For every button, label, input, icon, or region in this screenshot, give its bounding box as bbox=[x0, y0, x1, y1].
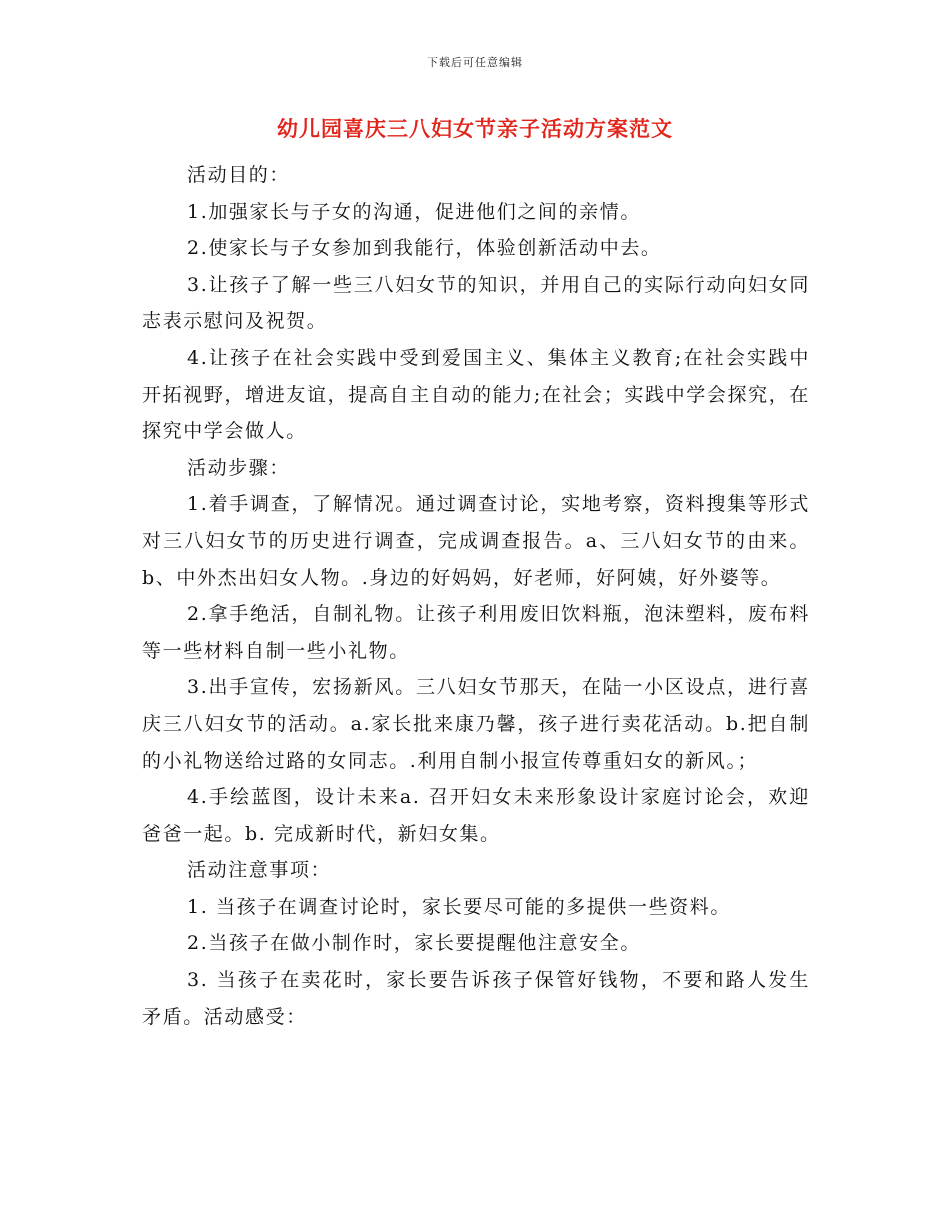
paragraph-purpose-4: 4.让孩子在社会实践中受到爱国主义、集体主义教育;在社会实践中开拓视野，增进友谊，提高自主自动的能力;在社会；实践中学会探究，在探究中学会做人。 bbox=[142, 346, 810, 443]
paragraph-notes-heading: 活动注意事项： bbox=[187, 859, 332, 882]
paragraph-note-2: 2.当孩子在做小制作时，家长要提醒他注意安全。 bbox=[187, 932, 641, 955]
paragraph-step-1: 1.着手调查，了解情况。通过调查讨论，实地考察，资料搜集等形式对三八妇女节的历史进行调查，完成调查报告。a、三八妇女节的由来。b、中外杰出妇女人物。.身边的好妈妈，好老师，好阿姨，好外婆等。 bbox=[142, 493, 810, 589]
paragraph-purpose-heading: 活动目的： bbox=[187, 164, 291, 186]
paragraph-note-1: 1. 当孩子在调查讨论时，家长要尽可能的多提供一些资料。 bbox=[187, 895, 731, 918]
paragraph-note-3: 3. 当孩子在卖花时，家长要告诉孩子保管好钱物，不要和路人发生矛盾。活动感受： bbox=[142, 969, 810, 1028]
paragraph-purpose-1: 1.加强家长与子女的沟通，促进他们之间的亲情。 bbox=[187, 200, 641, 223]
paragraph-step-3: 3.出手宣传，宏扬新风。三八妇女节那天，在陆一小区设点，进行喜庆三八妇女节的活动。a.家长批来康乃馨，孩子进行卖花活动。b.把自制的小礼物送给过路的女同志。.利用自制小报宣传尊重妇女的新风。； bbox=[142, 676, 810, 772]
document-title: 幼儿园喜庆三八妇女节亲子活动方案范文 bbox=[277, 116, 673, 141]
paragraph-step-4: 4.手绘蓝图，设计未来a. 召开妇女未来形象设计家庭讨论会，欢迎爸爸一起。b. 完成新时代，新妇女集。 bbox=[142, 786, 810, 845]
paragraph-step-2: 2.拿手绝活，自制礼物。让孩子利用废旧饮料瓶，泡沫塑料，废布料等一些材料自制一些小礼物。 bbox=[142, 603, 810, 662]
paragraph-purpose-2: 2.使家长与子女参加到我能行，体验创新活动中去。 bbox=[187, 237, 662, 260]
paragraph-steps-heading: 活动步骤： bbox=[187, 456, 291, 479]
paragraph-purpose-3: 3.让孩子了解一些三八妇女节的知识，并用自己的实际行动向妇女同志表示慰问及祝贺。 bbox=[142, 273, 810, 333]
header-note: 下载后可任意编辑 bbox=[427, 56, 523, 69]
document-body bbox=[142, 157, 810, 1035]
